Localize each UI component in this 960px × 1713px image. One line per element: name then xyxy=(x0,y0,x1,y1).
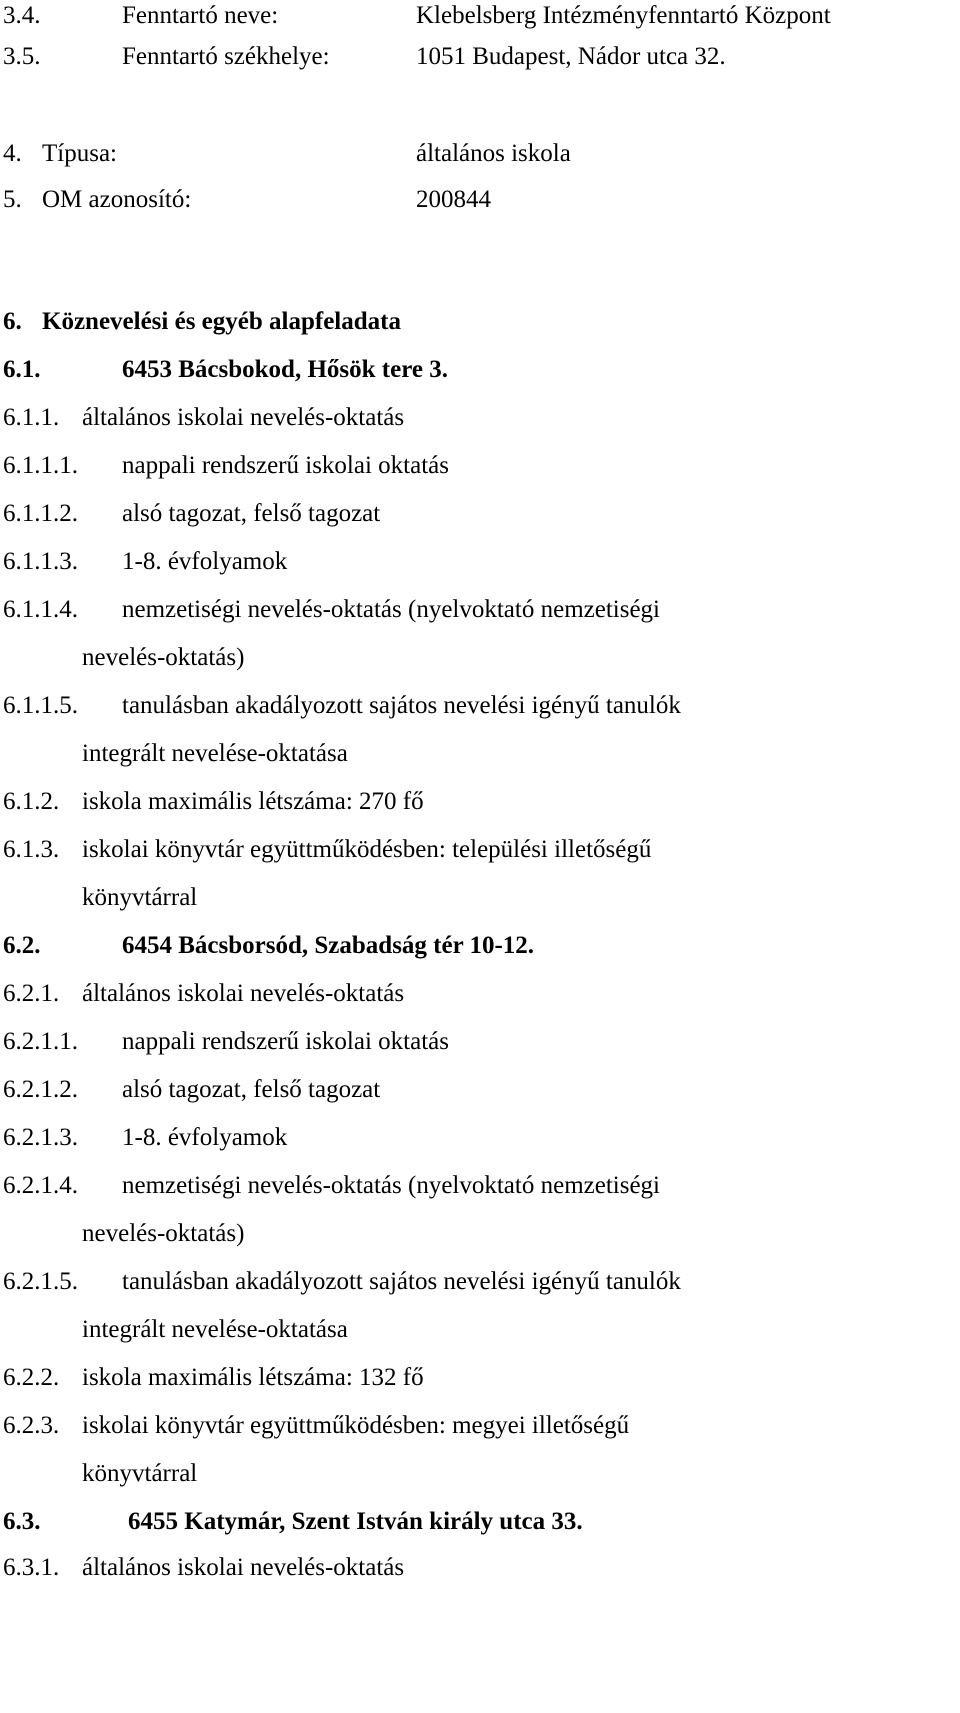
item-number: 6.1.1.4. xyxy=(3,596,78,623)
item-text: alsó tagozat, felső tagozat xyxy=(122,500,381,527)
item-number: 6.1.1.2. xyxy=(3,500,78,527)
item-text: általános iskolai nevelés-oktatás xyxy=(82,980,405,1007)
field-value: általános iskola xyxy=(416,140,571,167)
item-text-continued: nevelés-oktatás) xyxy=(82,644,245,671)
item-number: 6.2. xyxy=(3,932,41,959)
item-text: nappali rendszerű iskolai oktatás xyxy=(122,1028,449,1055)
item-number: 6.1.1.1. xyxy=(3,452,78,479)
field-label: Fenntartó neve: xyxy=(122,2,279,29)
item-number: 6.1.3. xyxy=(3,836,60,863)
field-label: OM azonosító: xyxy=(42,186,192,213)
item-number: 6.2.1.3. xyxy=(3,1124,78,1151)
item-text: 1-8. évfolyamok xyxy=(122,1124,288,1151)
item-text: iskola maximális létszáma: 132 fő xyxy=(82,1364,424,1391)
item-number: 6.2.2. xyxy=(3,1364,60,1391)
field-value: 1051 Budapest, Nádor utca 32. xyxy=(416,43,726,70)
item-text: iskola maximális létszáma: 270 fő xyxy=(82,788,424,815)
item-text: általános iskolai nevelés-oktatás xyxy=(82,404,405,431)
item-text: nemzetiségi nevelés-oktatás (nyelvoktató nemzetiségi xyxy=(122,1172,661,1199)
item-number: 6.1.2. xyxy=(3,788,60,815)
item-number: 6.1.1.5. xyxy=(3,692,78,719)
item-number: 6.2.1.4. xyxy=(3,1172,78,1199)
item-text: iskolai könyvtár együttműködésben: települési illetőségű xyxy=(82,836,652,863)
section-title: Köznevelési és egyéb alapfeladata xyxy=(42,308,401,335)
item-number: 6.2.1.5. xyxy=(3,1268,78,1295)
item-number: 5. xyxy=(3,186,22,213)
item-text: tanulásban akadályozott sajátos nevelési igényű tanulók xyxy=(122,1268,681,1295)
item-text-continued: nevelés-oktatás) xyxy=(82,1220,245,1247)
item-number: 4. xyxy=(3,140,22,167)
item-number: 6. xyxy=(3,308,22,335)
item-number: 6.3.1. xyxy=(3,1554,60,1581)
item-number: 3.5. xyxy=(3,43,41,70)
site-address: 6455 Katymár, Szent István király utca 33. xyxy=(128,1508,583,1535)
item-number: 6.2.3. xyxy=(3,1412,60,1439)
site-address: 6453 Bácsbokod, Hősök tere 3. xyxy=(122,356,448,383)
item-text: nappali rendszerű iskolai oktatás xyxy=(122,452,449,479)
item-text: általános iskolai nevelés-oktatás xyxy=(82,1554,405,1581)
item-text-continued: integrált nevelése-oktatása xyxy=(82,740,348,767)
item-text: tanulásban akadályozott sajátos nevelési igényű tanulók xyxy=(122,692,681,719)
item-text-continued: könyvtárral xyxy=(82,1460,198,1487)
item-number: 3.4. xyxy=(3,2,41,29)
item-text-continued: integrált nevelése-oktatása xyxy=(82,1316,348,1343)
item-number: 6.2.1.2. xyxy=(3,1076,78,1103)
field-label: Fenntartó székhelye: xyxy=(122,43,330,70)
item-text-continued: könyvtárral xyxy=(82,884,198,911)
item-text: nemzetiségi nevelés-oktatás (nyelvoktató nemzetiségi xyxy=(122,596,661,623)
field-value: Klebelsberg Intézményfenntartó Központ xyxy=(416,2,831,29)
item-number: 6.2.1.1. xyxy=(3,1028,78,1055)
item-number: 6.1.1.3. xyxy=(3,548,78,575)
item-text: alsó tagozat, felső tagozat xyxy=(122,1076,381,1103)
site-address: 6454 Bácsborsód, Szabadság tér 10-12. xyxy=(122,932,535,959)
item-text: 1-8. évfolyamok xyxy=(122,548,288,575)
field-label: Típusa: xyxy=(42,140,117,167)
item-number: 6.1.1. xyxy=(3,404,60,431)
item-text: iskolai könyvtár együttműködésben: megyei illetőségű xyxy=(82,1412,630,1439)
item-number: 6.3. xyxy=(3,1508,41,1535)
item-number: 6.2.1. xyxy=(3,980,60,1007)
field-value: 200844 xyxy=(416,186,491,213)
item-number: 6.1. xyxy=(3,356,41,383)
